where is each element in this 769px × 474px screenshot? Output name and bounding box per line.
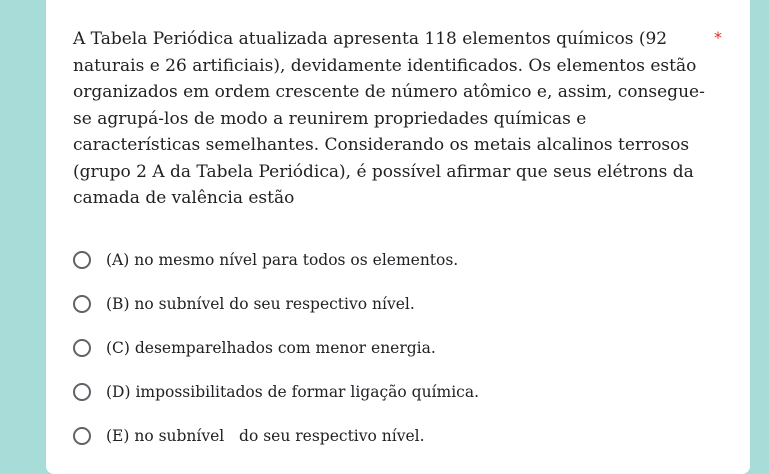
option-b[interactable] [73,282,713,326]
radio-unchecked-icon[interactable] [73,251,91,269]
radio-unchecked-icon[interactable] [73,295,91,313]
option-label: (B) no subnível do seu respectivo nível. [106,295,415,313]
question-text: A Tabela Periódica atualizada apresenta 118 elementos químicos (92 naturais e 26 artificiais), devidamente identificados. Os elementos estão organizados em ordem crescente de número atômico e, assim, consegue-se agrupá-los de modo a reunirem propriedades químicas e características semelhantes. Considerando os metais alcalinos terrosos (grupo 2 A da Tabela Periódica), é possível afirmar que seus elétrons da camada de valência estão [73,29,705,208]
required-asterisk: * [714,28,722,47]
radio-unchecked-icon[interactable] [73,427,91,445]
option-c[interactable] [73,326,713,370]
option-label: (C) desemparelhados com menor energia. [106,339,436,357]
radio-unchecked-icon[interactable] [73,339,91,357]
option-label: (E) no subnível do seu respectivo nível. [106,427,425,445]
option-label: (D) impossibilitados de formar ligação química. [106,383,480,401]
radio-unchecked-icon[interactable] [73,383,91,401]
question-card [46,0,750,474]
option-e[interactable] [73,414,713,458]
option-d[interactable] [73,370,713,414]
option-label: (A) no mesmo nível para todos os elementos. [106,251,459,269]
options-list [73,238,713,458]
option-a[interactable] [73,238,713,282]
